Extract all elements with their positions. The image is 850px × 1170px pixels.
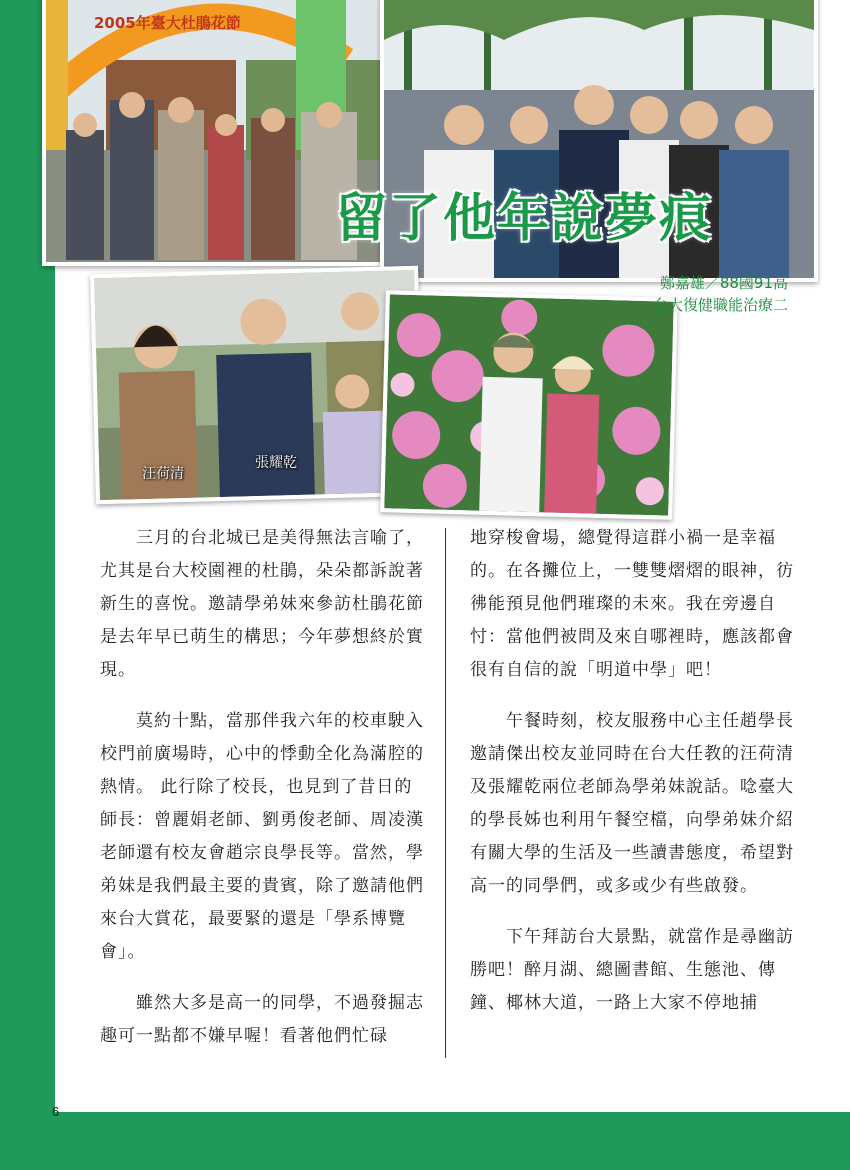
article-headline: 留了他年說夢痕 [335,188,714,249]
paragraph: 雖然大多是高一的同學，不過發掘志趣可一點都不嫌早喔！看著他們忙碌 [100,993,424,1046]
paragraph: 下午拜訪台大景點，就當作是尋幽訪勝吧！醉月湖、總圖書館、生態池、傳鐘、椰林大道，一路上大家不停地捕 [470,927,794,1013]
byline-department: 台大復健職能治療二 [652,296,788,314]
caption-teacher-left: 汪荷清 [142,466,184,482]
photo-azalea-students [380,290,678,520]
caption-teacher-right: 張耀乾 [255,455,297,471]
author-byline [653,272,788,316]
byline-author-class: 鄭嘉雄／88國91高 [659,274,788,292]
paragraph: 莫約十點，當那伴我六年的校車駛入校門前廣場時，心中的悸動全化為滿腔的熱情。 此行除了校長，也見到了昔日的師長：曾麗娟老師、劉勇俊老師、周凌漢老師還有校友會趙宗良學長等。當然，學弟妹是我們最主要的貴賓，除了邀請他們來台大賞花，最要緊的還是「學系博覽會」。 [100,711,424,962]
bottom-green-band [0,1112,850,1170]
arch-banner-text: 2005年臺大杜鵑花節 [94,14,241,32]
paragraph: 三月的台北城已是美得無法言喻了，尤其是台大校園裡的杜鵑，朵朵都訴說著新生的喜悅。邀請學弟妹來參訪杜鵑花節是去年早已萌生的構思；今年夢想終於實現。 [100,528,424,680]
column-divider [445,528,446,1058]
article-right-column [470,522,796,1038]
page-number: 6 [52,1104,60,1119]
paragraph: 地穿梭會場，總覺得這群小禍一是幸福的。在各攤位上，一雙雙熠熠的眼神，彷彿能預見他們璀璨的未來。我在旁邊自忖：當他們被問及來自哪裡時，應該都會很有自信的說「明道中學」吧！ [470,528,794,680]
article-left-column [100,522,426,1071]
paragraph: 午餐時刻，校友服務中心主任趙學長邀請傑出校友並同時在台大任教的汪荷清及張耀乾兩位老師為學弟妹說話。唸臺大的學長姊也利用午餐空檔，向學弟妹介紹有關大學的生活及一些讀書態度，希望對高一的同學們，或多或少有些啟發。 [470,711,794,896]
